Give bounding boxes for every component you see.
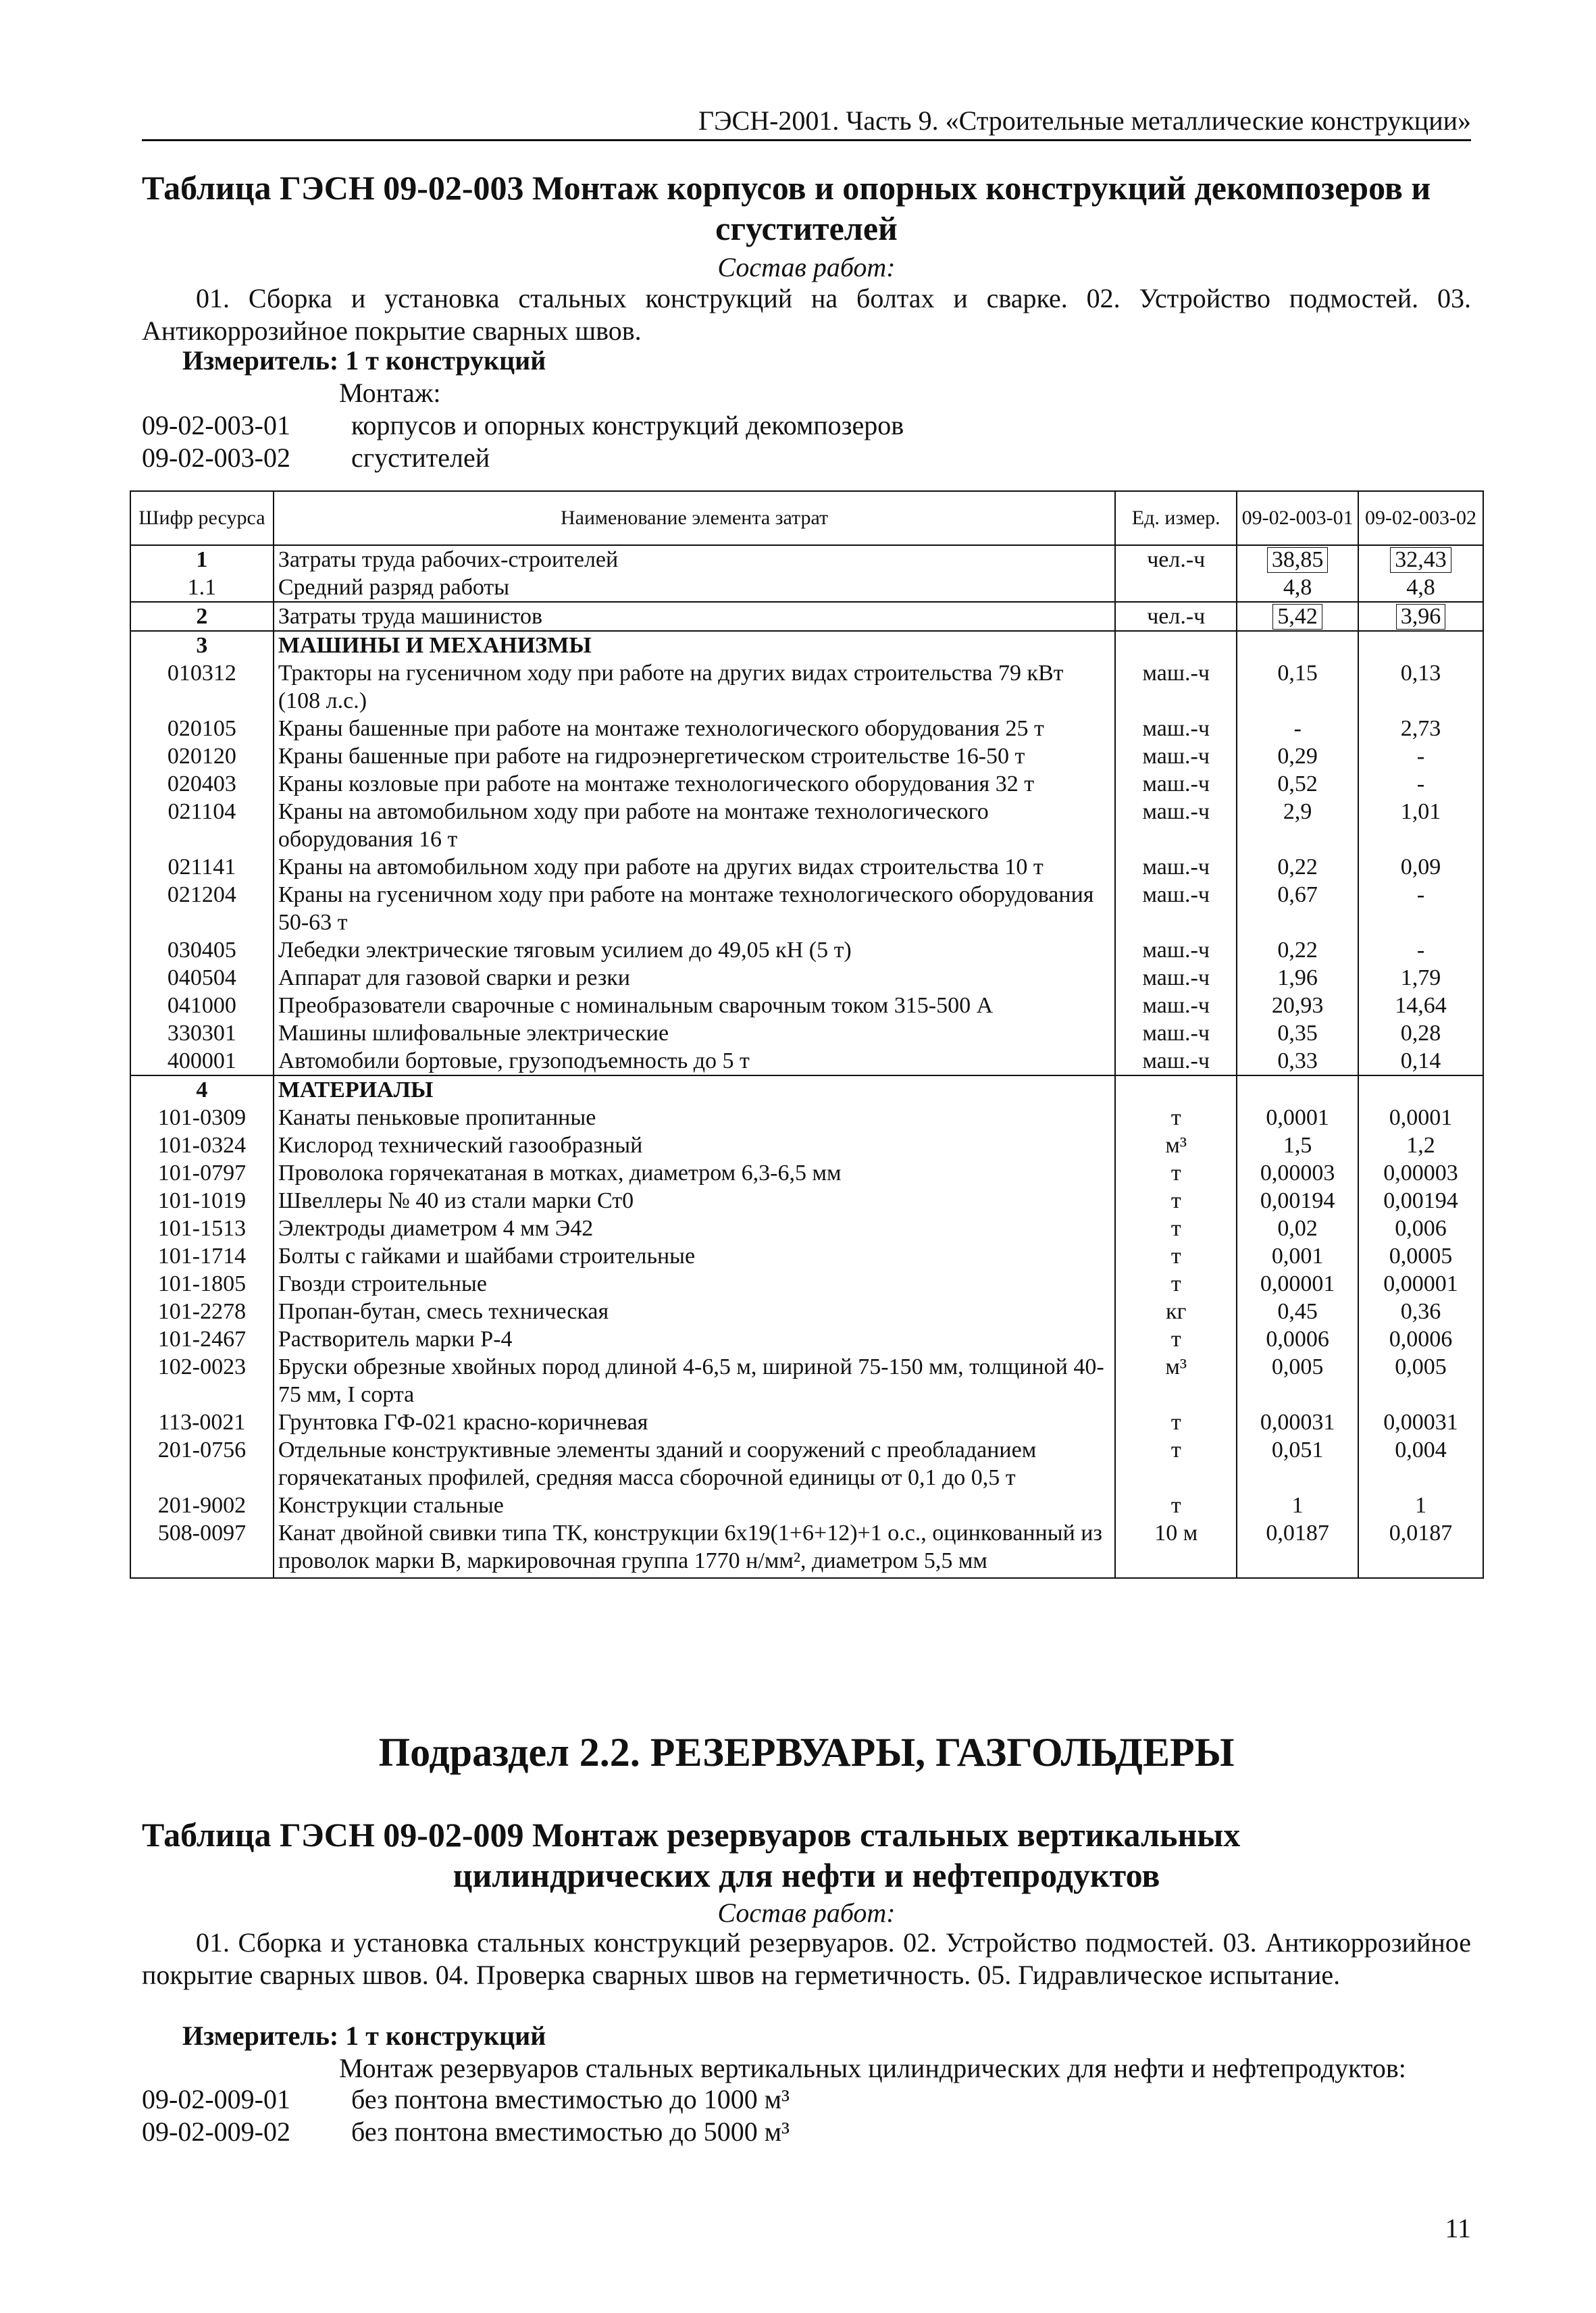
resource-code-cell: 508-0097 (130, 1519, 274, 1578)
norm-value-cell (1358, 631, 1483, 659)
cost-element-name-cell: Краны козловые при работе на монтаже технологического оборудования 32 т (274, 770, 1115, 798)
table-row (130, 1270, 1483, 1298)
cost-element-name-cell: Пропан-бутан, смесь техническая (274, 1298, 1115, 1325)
norm-value-cell (1358, 602, 1483, 631)
norm-value-cell: 0,0005 (1358, 1242, 1483, 1270)
norm-value-cell: 0,00003 (1237, 1159, 1358, 1187)
resource-code-cell: 400001 (130, 1047, 274, 1075)
norm-code-text: сгустителей (351, 442, 490, 473)
norm-value-cell: 0,0006 (1237, 1325, 1358, 1353)
unit-cell: м³ (1115, 1132, 1237, 1159)
table-row (130, 1047, 1483, 1075)
resource-code-cell: 201-9002 (130, 1492, 274, 1519)
norm-value-cell: 0,0006 (1358, 1325, 1483, 1353)
table1-meter: Измеритель: 1 т конструкций (182, 345, 546, 376)
norm-code: 09-02-003-01 (142, 410, 290, 440)
norm-value-cell: 0,33 (1237, 1047, 1358, 1075)
resource-code-cell: 101-2278 (130, 1298, 274, 1325)
page-number: 11 (1445, 2213, 1471, 2243)
cost-element-name-cell: Автомобили бортовые, грузоподъемность до 5 т (274, 1047, 1115, 1075)
column-header: Ед. измер. (1115, 491, 1237, 545)
norm-value-cell: 0,28 (1358, 1019, 1483, 1047)
norm-value-cell: 1,01 (1358, 798, 1483, 853)
table2-subheading: Монтаж резервуаров стальных вертикальных цилиндрических для нефти и нефтепродуктов: (339, 2053, 1406, 2083)
cost-element-name-cell: Болты с гайками и шайбами строительные (274, 1242, 1115, 1270)
running-header: ГЭСН-2001. Часть 9. «Строительные металлические конструкции» (698, 105, 1471, 136)
norm-value-cell: 0,09 (1358, 853, 1483, 881)
norm-value-cell: 0,00031 (1237, 1408, 1358, 1436)
table2-title-line1: Таблица ГЭСН 09-02-009 Монтаж резервуаров стальных вертикальных (142, 1816, 1241, 1854)
resource-code-cell: 2 (130, 602, 274, 631)
resource-code-cell: 041000 (130, 992, 274, 1019)
column-header: Наименование элемента затрат (274, 491, 1115, 545)
norm-value-cell: 2,9 (1237, 798, 1358, 853)
resource-code-cell: 101-1714 (130, 1242, 274, 1270)
cost-element-name-cell: Конструкции стальные (274, 1492, 1115, 1519)
norm-value-cell (1358, 545, 1483, 574)
resource-code-cell: 330301 (130, 1019, 274, 1047)
norm-value-cell (1237, 1075, 1358, 1104)
norm-value-cell: 0,15 (1237, 659, 1358, 715)
cost-element-name-cell: Краны на автомобильном ходу при работе на монтаже технологического оборудования 16 т (274, 798, 1115, 853)
norm-value-cell: 1,96 (1237, 964, 1358, 992)
cost-element-name-cell: Швеллеры № 40 из стали марки Ст0 (274, 1187, 1115, 1215)
cost-element-name-cell: Гвозди строительные (274, 1270, 1115, 1298)
norm-value-cell: 0,0187 (1237, 1519, 1358, 1578)
norm-value-cell: 1 (1358, 1492, 1483, 1519)
unit-cell: м³ (1115, 1353, 1237, 1408)
norm-code: 09-02-009-01 (142, 2084, 290, 2114)
norm-value-cell: - (1358, 770, 1483, 798)
unit-cell: маш.-ч (1115, 742, 1237, 770)
section-title: Подраздел 2.2. РЕЗЕРВУАРЫ, ГАЗГОЛЬДЕРЫ (378, 1730, 1235, 1775)
norm-value-cell: 0,005 (1237, 1353, 1358, 1408)
table-body (130, 545, 1483, 1578)
norm-value-cell: 0,22 (1237, 936, 1358, 964)
cost-element-name-cell: Машины шлифовальные электрические (274, 1019, 1115, 1047)
cost-element-name-cell: Затраты труда машинистов (274, 602, 1115, 631)
norm-code: 09-02-003-02 (142, 442, 290, 473)
cost-element-name-cell: Краны на гусеничном ходу при работе на монтаже технологического оборудования 50-63 т (274, 881, 1115, 936)
column-header: 09-02-003-01 (1237, 491, 1358, 545)
table1-title-line1: Таблица ГЭСН 09-02-003 Монтаж корпусов и опорных конструкций декомпозеров и (142, 169, 1431, 207)
cost-element-name-cell: Лебедки электрические тяговым усилием до 49,05 кН (5 т) (274, 936, 1115, 964)
norm-value-cell: 4,8 (1358, 574, 1483, 602)
resource-code-cell: 020120 (130, 742, 274, 770)
norm-value: 32,43 (1390, 547, 1451, 573)
table-row (130, 1298, 1483, 1325)
unit-cell: т (1115, 1270, 1237, 1298)
norm-value-cell: 0,00194 (1358, 1187, 1483, 1215)
resource-code-cell: 030405 (130, 936, 274, 964)
table-row (130, 1408, 1483, 1436)
norm-value-cell: 0,22 (1237, 853, 1358, 881)
norm-value-cell: 2,73 (1358, 715, 1483, 742)
table1-title-line2: сгустителей (715, 209, 898, 247)
table2-code-line (142, 2116, 790, 2147)
resource-code-cell: 101-2467 (130, 1325, 274, 1353)
resource-code-cell: 1.1 (130, 574, 274, 602)
norm-value-cell: 0,45 (1237, 1298, 1358, 1325)
norm-value-cell: 1,5 (1237, 1132, 1358, 1159)
table-row (130, 798, 1483, 853)
resource-code-cell: 201-0756 (130, 1436, 274, 1492)
resource-code-cell: 102-0023 (130, 1353, 274, 1408)
table-row (130, 1187, 1483, 1215)
table1-work-text: 01. Сборка и установка стальных конструкций на болтах и сварке. 02. Устройство подмостей. 03. Антикоррозийное покрытие сварных швов. (142, 283, 1471, 346)
norm-value-cell: 0,67 (1237, 881, 1358, 936)
table-row (130, 715, 1483, 742)
table1-code-line (142, 442, 490, 474)
norm-value-cell: 0,0001 (1358, 1104, 1483, 1132)
unit-cell: т (1115, 1159, 1237, 1187)
norm-value: 38,85 (1267, 547, 1329, 573)
norm-code-text: без понтона вместимостью до 5000 м³ (351, 2116, 790, 2147)
resource-code-cell: 010312 (130, 659, 274, 715)
resource-code-cell: 020105 (130, 715, 274, 742)
norm-value-cell: 0,0001 (1237, 1104, 1358, 1132)
norm-value-cell: - (1237, 715, 1358, 742)
norm-value-cell: 1,79 (1358, 964, 1483, 992)
unit-cell: маш.-ч (1115, 1047, 1237, 1075)
cost-element-name-cell: Кислород технический газообразный (274, 1132, 1115, 1159)
norm-value-cell: 0,006 (1358, 1215, 1483, 1242)
resource-code-cell: 113-0021 (130, 1408, 274, 1436)
cost-element-name-cell: Проволока горячекатаная в мотках, диаметром 6,3-6,5 мм (274, 1159, 1115, 1187)
table-row (130, 1104, 1483, 1132)
norm-value-cell: 0,35 (1237, 1019, 1358, 1047)
norm-value-cell: 0,00031 (1358, 1408, 1483, 1436)
resource-code-cell: 021141 (130, 853, 274, 881)
cost-element-name-cell: Бруски обрезные хвойных пород длиной 4-6,5 м, шириной 75-150 мм, толщиной 40-75 мм, I сорта (274, 1353, 1115, 1408)
norm-value-cell: - (1358, 936, 1483, 964)
table-row (130, 1353, 1483, 1408)
norm-value-cell (1237, 602, 1358, 631)
norm-value-cell: 0,001 (1237, 1242, 1358, 1270)
table2-work-heading: Состав работ: (717, 1898, 896, 1928)
norm-value-cell: 0,14 (1358, 1047, 1483, 1075)
resource-code-cell: 040504 (130, 964, 274, 992)
cost-element-name-cell: Краны башенные при работе на монтаже технологического оборудования 25 т (274, 715, 1115, 742)
table-row (130, 1159, 1483, 1187)
table-row (130, 631, 1483, 659)
table2-work-text: 01. Сборка и установка стальных конструкций резервуаров. 02. Устройство подмостей. 03. Антикоррозийное покрытие сварных швов. 04. Проверка сварных швов на герметичность. 05. Гидравлическое испытание. (142, 1927, 1471, 1990)
norm-value-cell: 0,52 (1237, 770, 1358, 798)
cost-element-name-cell: Электроды диаметром 4 мм Э42 (274, 1215, 1115, 1242)
table2-title-line2: цилиндрических для нефти и нефтепродуктов (453, 1856, 1160, 1894)
unit-cell: маш.-ч (1115, 881, 1237, 936)
unit-cell: т (1115, 1492, 1237, 1519)
table-row (130, 1215, 1483, 1242)
resource-code-cell: 101-1805 (130, 1270, 274, 1298)
norm-value-cell (1237, 631, 1358, 659)
cost-element-name-cell: Тракторы на гусеничном ходу при работе на других видах строительства 79 кВт (108 л.с.) (274, 659, 1115, 715)
norm-value-cell: 1 (1237, 1492, 1358, 1519)
unit-cell (1115, 1075, 1237, 1104)
cost-element-name-cell: Растворитель марки Р-4 (274, 1325, 1115, 1353)
cost-element-name-cell: Затраты труда рабочих-строителей (274, 545, 1115, 574)
cost-element-name-cell: Отдельные конструктивные элементы зданий и сооружений с преобладанием горячекатаных профилей, средняя масса сборочной единицы от 0,1 до 0,5 т (274, 1436, 1115, 1492)
norm-value-cell: 14,64 (1358, 992, 1483, 1019)
unit-cell: т (1115, 1187, 1237, 1215)
norm-value: 5,42 (1272, 604, 1322, 630)
resource-code-cell: 101-1019 (130, 1187, 274, 1215)
column-header: Шифр ресурса (130, 491, 274, 545)
table1-title (142, 168, 1471, 249)
unit-cell: т (1115, 1436, 1237, 1492)
norm-value-cell (1237, 545, 1358, 574)
resource-code-cell: 021204 (130, 881, 274, 936)
norm-value-cell: 0,005 (1358, 1353, 1483, 1408)
table-row (130, 964, 1483, 992)
table-row (130, 602, 1483, 631)
resource-code-cell: 101-1513 (130, 1215, 274, 1242)
resource-code-cell: 021104 (130, 798, 274, 853)
norm-value-cell: 0,00001 (1358, 1270, 1483, 1298)
norm-code-text: корпусов и опорных конструкций декомпозеров (351, 410, 904, 440)
norm-value-cell: 0,00194 (1237, 1187, 1358, 1215)
resource-code-cell: 4 (130, 1075, 274, 1104)
resource-code-cell: 101-0309 (130, 1104, 274, 1132)
resource-code-cell: 1 (130, 545, 274, 574)
unit-cell (1115, 574, 1237, 602)
table-row (130, 1132, 1483, 1159)
table2-meter: Измеритель: 1 т конструкций (182, 2020, 546, 2051)
unit-cell: т (1115, 1408, 1237, 1436)
norm-value-cell: 20,93 (1237, 992, 1358, 1019)
unit-cell: маш.-ч (1115, 770, 1237, 798)
table-row (130, 742, 1483, 770)
table-row (130, 574, 1483, 602)
norm-value-cell: - (1358, 742, 1483, 770)
table-row (130, 1325, 1483, 1353)
norm-value-cell: 4,8 (1237, 574, 1358, 602)
norm-value-cell: - (1358, 881, 1483, 936)
resource-code-cell: 101-0324 (130, 1132, 274, 1159)
unit-cell: т (1115, 1325, 1237, 1353)
unit-cell: 10 м (1115, 1519, 1237, 1578)
table1-work-heading: Состав работ: (717, 252, 896, 282)
table2-code-line (142, 2083, 790, 2115)
unit-cell: чел.-ч (1115, 545, 1237, 574)
unit-cell: маш.-ч (1115, 964, 1237, 992)
norm-code: 09-02-009-02 (142, 2116, 290, 2147)
norm-value-cell: 0,13 (1358, 659, 1483, 715)
norm-value-cell: 0,0187 (1358, 1519, 1483, 1578)
unit-cell: маш.-ч (1115, 936, 1237, 964)
table1-code-line (142, 409, 904, 441)
table-row (130, 1519, 1483, 1578)
norm-value-cell: 0,00003 (1358, 1159, 1483, 1187)
unit-cell: т (1115, 1104, 1237, 1132)
cost-element-name-cell: Средний разряд работы (274, 574, 1115, 602)
cost-element-name-cell: Преобразователи сварочные с номинальным сварочным током 315-500 А (274, 992, 1115, 1019)
table1-subheading: Монтаж: (339, 378, 441, 408)
cost-element-name-cell: Аппарат для газовой сварки и резки (274, 964, 1115, 992)
unit-cell (1115, 631, 1237, 659)
table-row (130, 659, 1483, 715)
cost-element-name-cell: Краны на автомобильном ходу при работе на других видах строительства 10 т (274, 853, 1115, 881)
norm-value: 3,96 (1396, 604, 1446, 630)
unit-cell: чел.-ч (1115, 602, 1237, 631)
unit-cell: маш.-ч (1115, 1019, 1237, 1047)
norm-value-cell: 1,2 (1358, 1132, 1483, 1159)
table-row (130, 1019, 1483, 1047)
norm-value-cell: 0,004 (1358, 1436, 1483, 1492)
unit-cell: маш.-ч (1115, 659, 1237, 715)
table-row (130, 853, 1483, 881)
resource-code-cell: 020403 (130, 770, 274, 798)
cost-element-name-cell: МАШИНЫ И МЕХАНИЗМЫ (274, 631, 1115, 659)
table-row (130, 1436, 1483, 1492)
table-row (130, 1242, 1483, 1270)
cost-element-name-cell: МАТЕРИАЛЫ (274, 1075, 1115, 1104)
unit-cell: маш.-ч (1115, 992, 1237, 1019)
unit-cell: маш.-ч (1115, 853, 1237, 881)
unit-cell: т (1115, 1215, 1237, 1242)
table-row (130, 545, 1483, 574)
table-row (130, 881, 1483, 936)
resource-code-cell: 101-0797 (130, 1159, 274, 1187)
norm-code-text: без понтона вместимостью до 1000 м³ (351, 2084, 790, 2114)
norm-value-cell: 0,02 (1237, 1215, 1358, 1242)
table-row (130, 992, 1483, 1019)
cost-element-name-cell: Канаты пеньковые пропитанные (274, 1104, 1115, 1132)
table-row (130, 936, 1483, 964)
resource-norm-table (130, 490, 1484, 1579)
unit-cell: т (1115, 1242, 1237, 1270)
unit-cell: маш.-ч (1115, 798, 1237, 853)
table-row (130, 1492, 1483, 1519)
norm-value-cell: 0,00001 (1237, 1270, 1358, 1298)
cost-element-name-cell: Грунтовка ГФ-021 красно-коричневая (274, 1408, 1115, 1436)
unit-cell: маш.-ч (1115, 715, 1237, 742)
cost-element-name-cell: Канат двойной свивки типа ТК, конструкции 6х19(1+6+12)+1 о.с., оцинкованный из проволок марки В, маркировочная группа 1770 н/мм², диаметром 5,5 мм (274, 1519, 1115, 1578)
column-header: 09-02-003-02 (1358, 491, 1483, 545)
table-row (130, 770, 1483, 798)
norm-value-cell: 0,29 (1237, 742, 1358, 770)
header-rule (142, 139, 1471, 141)
unit-cell: кг (1115, 1298, 1237, 1325)
table2-title (142, 1814, 1471, 1896)
cost-element-name-cell: Краны башенные при работе на гидроэнергетическом строительстве 16-50 т (274, 742, 1115, 770)
resource-code-cell: 3 (130, 631, 274, 659)
table-row (130, 1075, 1483, 1104)
norm-value-cell: 0,36 (1358, 1298, 1483, 1325)
norm-value-cell (1358, 1075, 1483, 1104)
norm-value-cell: 0,051 (1237, 1436, 1358, 1492)
